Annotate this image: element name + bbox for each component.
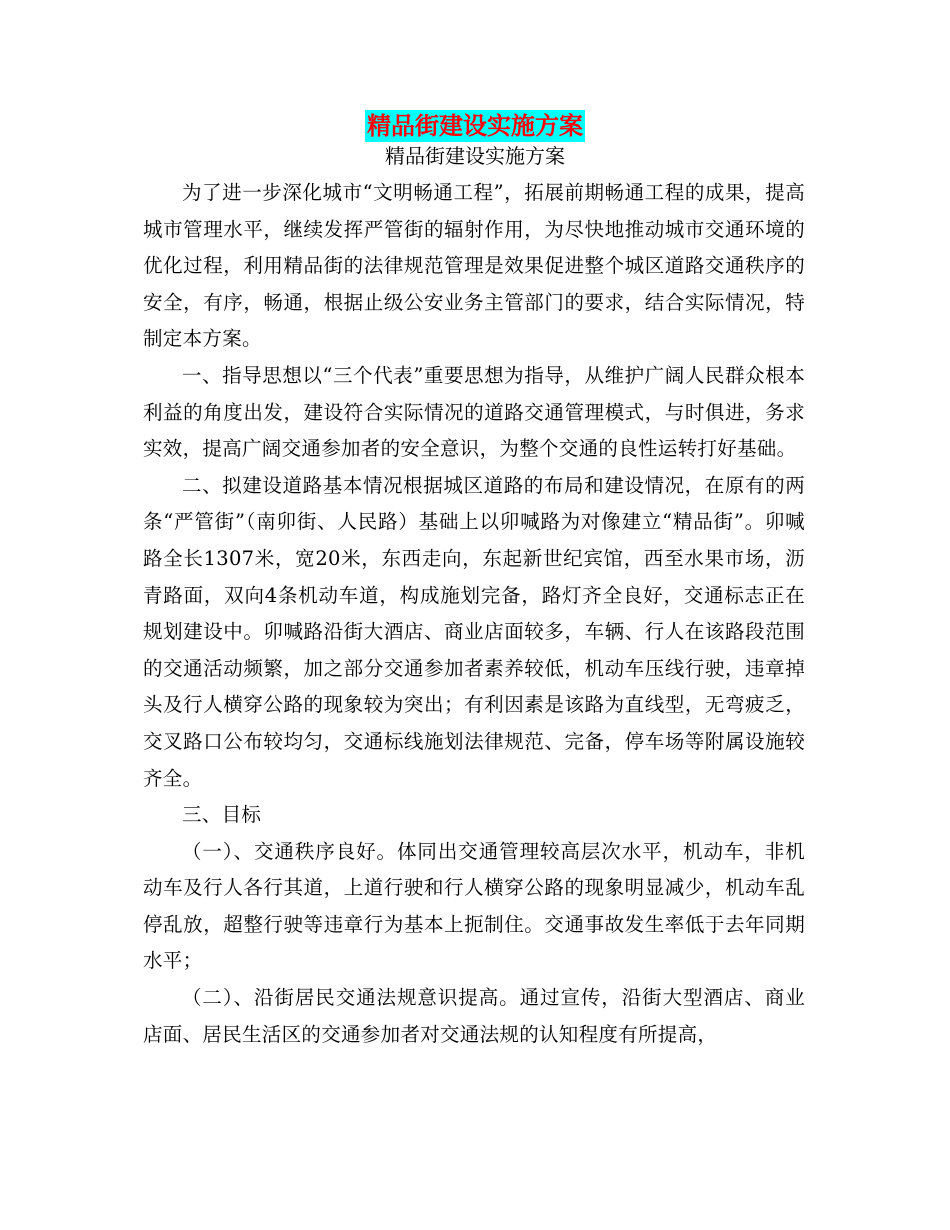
- paragraph-goal-1: （一）、交通秩序良好。体同出交通管理较高层次水平，机动车，非机动车及行人各行其道，上道行驶和行人横穿公路的现象明显减少，机动车乱停乱放，超整行驶等违章行为基本上扼制住。交通事故发生率低于去年同期水平；: [143, 839, 805, 973]
- paragraph-goal-2: （二）、沿街居民交通法规意识提高。通过宣传，沿街大型酒店、商业店面、居民生活区的交通参加者对交通法规的认知程度有所提高，: [143, 986, 805, 1046]
- document-title: 精品街建设实施方案: [367, 112, 583, 140]
- title-container: [0, 110, 950, 142]
- paragraph-guiding-ideology: 一、指导思想以“三个代表”重要思想为指导，从维护广阔人民群众根本利益的角度出发，建设符合实际情况的道路交通管理模式，与时俱进，务求实效，提高广阔交通参加者的安全意识，为整个交通的良性运转打好基础。: [143, 363, 805, 461]
- document-subtitle: 精品街建设实施方案: [385, 144, 565, 168]
- paragraph-road-situation: 二、拟建设道路基本情况根据城区道路的布局和建设情况，在原有的两条“严管街”（南卯街、人民路）基础上以卯喊路为对像建立“精品街”。卯喊路全长1307米，宽20米，东西走向，东起新世纪宾馆，西至水果市场，沥青路面，双向4条机动车道，构成施划完备，路灯齐全良好，交通标志正在规划建设中。卯喊路沿街大酒店、商业店面较多，车辆、行人在该路段范围的交通活动频繁，加之部分交通参加者素养较低，机动车压线行驶，违章掉头及行人横穿公路的现象较为突出；有利因素是该路为直线型，无弯疲乏，交叉路口公布较均匀，交通标线施划法律规范、完备，停车场等附属设施较齐全。: [143, 473, 805, 790]
- section-heading-goals: 三、目标: [182, 803, 262, 827]
- document-body: [143, 175, 805, 1053]
- paragraph-intro: 为了进一步深化城市“文明畅通工程”，拓展前期畅通工程的成果，提高城市管理水平，继续发挥严管街的辐射作用，为尽快地推动城市交通环境的优化过程，利用精品街的法律规范管理是效果促进整个城区道路交通秩序的安全，有序，畅通，根据止级公安业务主管部门的要求，结合实际情况，特制定本方案。: [143, 181, 805, 351]
